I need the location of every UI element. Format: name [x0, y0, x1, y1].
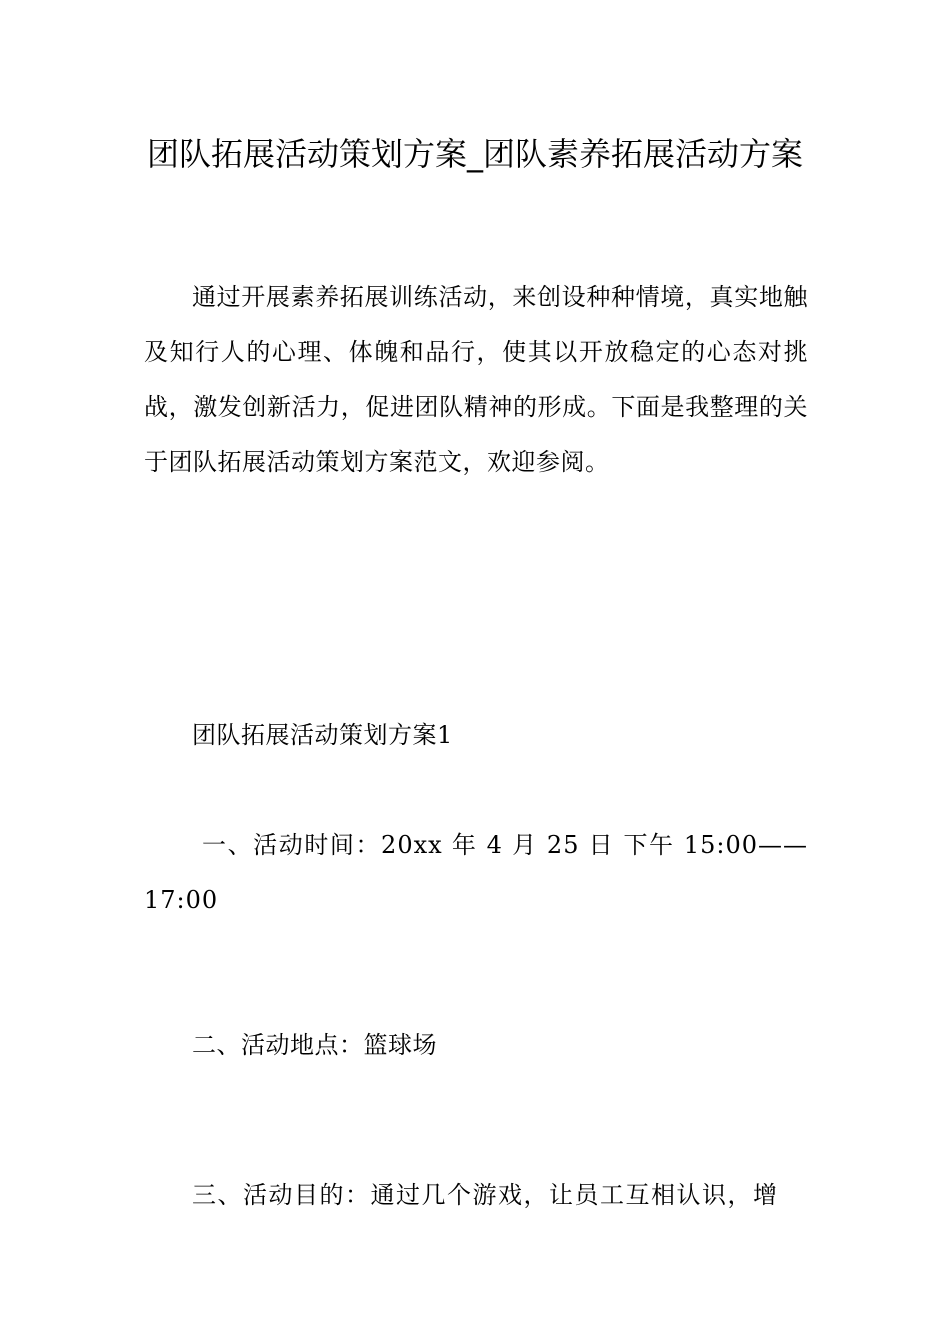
- activity-time-item: 一、活动时间：20xx 年 4 月 25 日 下午 15:00——17:00: [144, 831, 808, 914]
- intro-paragraph: 通过开展素养拓展训练活动，来创设种种情境，真实地触及知行人的心理、体魄和品行，使其以开放稳定的心态对挑战，激发创新活力，促进团队精神的形成。下面是我整理的关于团队拓展活动策划方案范文，欢迎参阅。: [144, 283, 808, 476]
- section-heading: 团队拓展活动策划方案1: [192, 721, 453, 749]
- activity-purpose-item: 三、活动目的：通过几个游戏，让员工互相认识，增: [192, 1181, 779, 1209]
- document-title: 团队拓展活动策划方案_团队素养拓展活动方案: [146, 135, 803, 173]
- activity-location-item: 二、活动地点：篮球场: [192, 1031, 437, 1059]
